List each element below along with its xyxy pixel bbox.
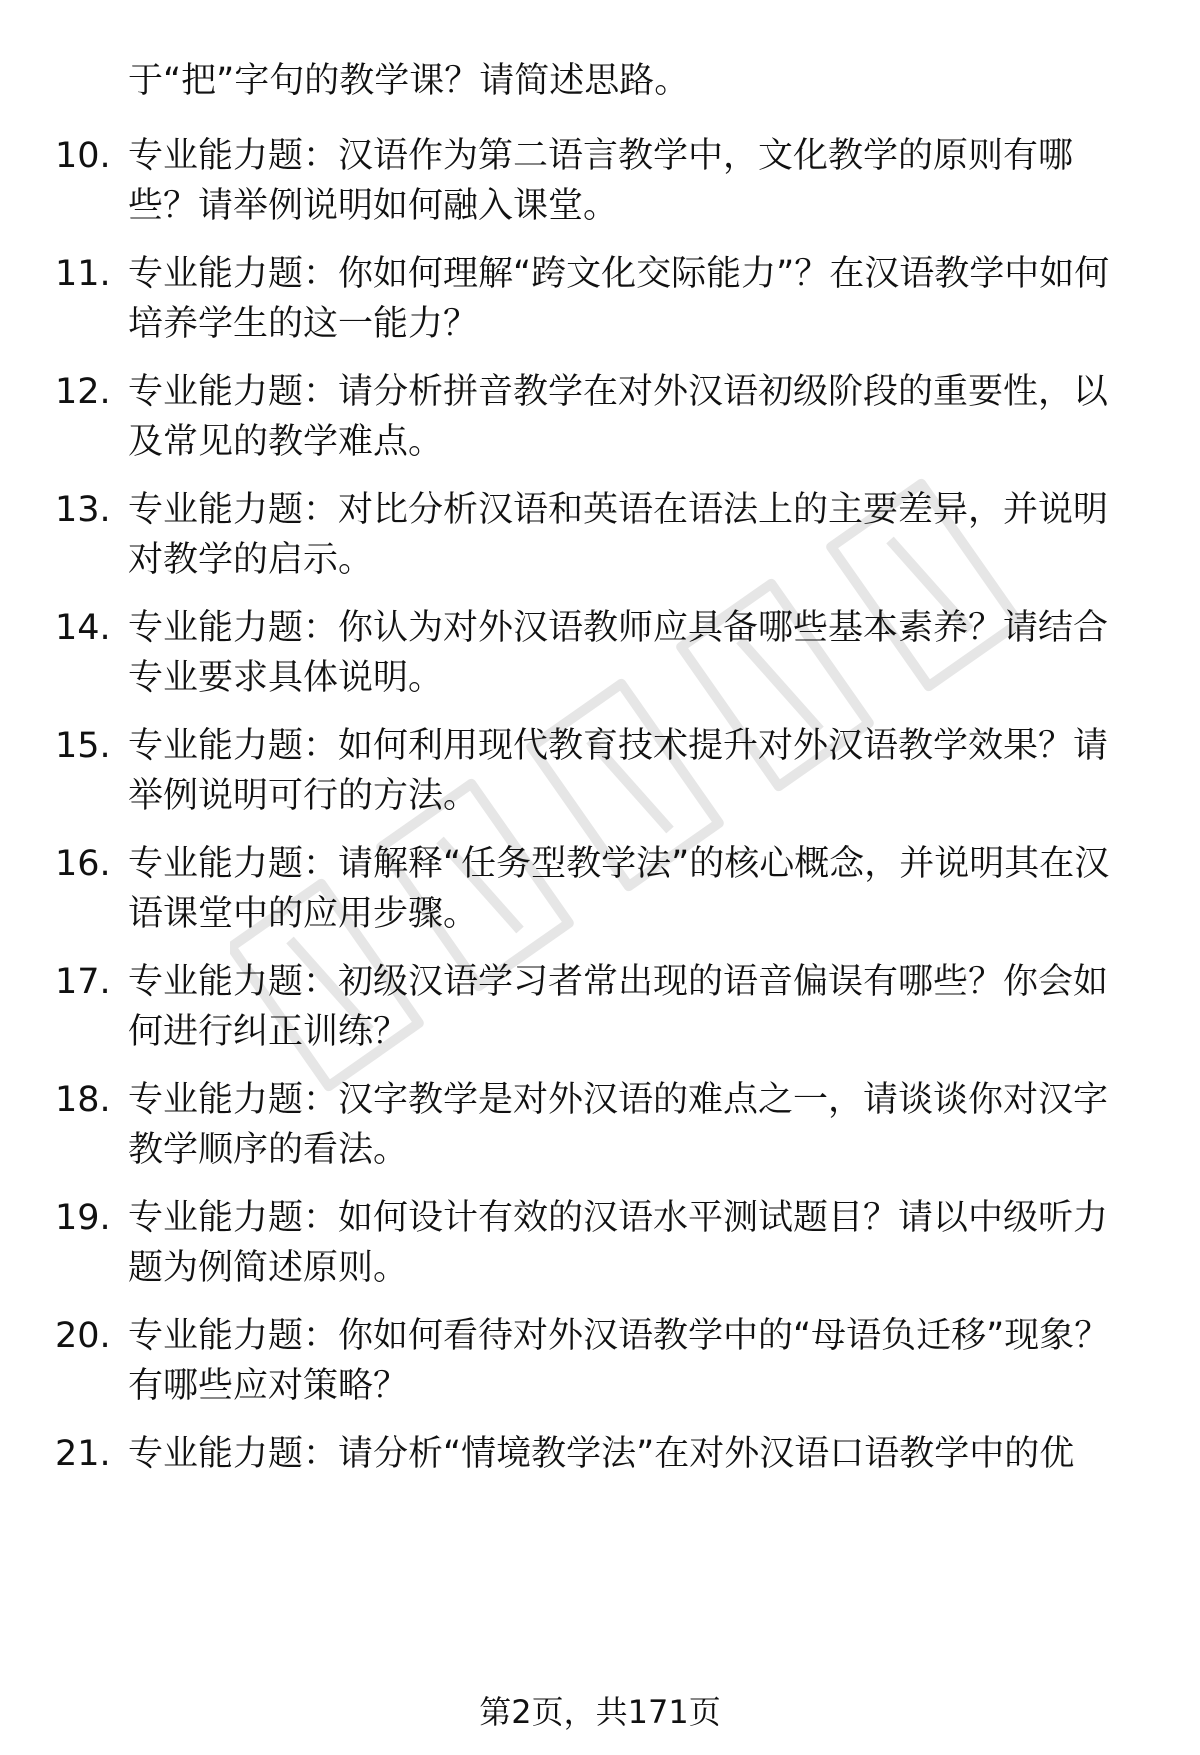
list-item	[0, 485, 1200, 589]
list-item	[0, 721, 1200, 825]
question-text: 专业能力题：对比分析汉语和英语在语法上的主要差异，并说明对教学的启示。	[128, 490, 1109, 580]
list-item	[0, 1193, 1200, 1297]
list-item	[0, 603, 1200, 707]
question-number: 11.	[55, 254, 111, 294]
question-number: 12.	[55, 372, 111, 412]
question-text: 专业能力题：请分析拼音教学在对外汉语初级阶段的重要性，以及常见的教学难点。	[128, 372, 1109, 462]
list-item	[0, 1429, 1200, 1533]
question-text: 专业能力题：请分析“情境教学法”在对外汉语口语教学中的优	[128, 1434, 1075, 1474]
question-number: 17.	[55, 962, 111, 1002]
question-text: 专业能力题：你认为对外汉语教师应具备哪些基本素养？请结合专业要求具体说明。	[128, 608, 1109, 698]
question-text: 专业能力题：汉语作为第二语言教学中，文化教学的原则有哪些？请举例说明如何融入课堂。	[128, 136, 1074, 226]
question-text: 专业能力题：如何设计有效的汉语水平测试题目？请以中级听力题为例简述原则。	[128, 1198, 1109, 1288]
question-text: 专业能力题：你如何理解“跨文化交际能力”？在汉语教学中如何培养学生的这一能力？	[128, 254, 1110, 344]
list-item	[0, 1311, 1200, 1415]
page-footer: 第2页，共171页	[479, 1693, 721, 1731]
question-number: 14.	[55, 608, 111, 648]
question-number: 19.	[55, 1198, 111, 1238]
list-item	[0, 1075, 1200, 1179]
question-number: 10.	[55, 136, 111, 176]
list-item	[0, 131, 1200, 235]
question-text: 专业能力题：初级汉语学习者常出现的语音偏误有哪些？你会如何进行纠正训练？	[128, 962, 1109, 1052]
question-text: 专业能力题：如何利用现代教育技术提升对外汉语教学效果？请举例说明可行的方法。	[128, 726, 1109, 816]
question-number: 21.	[55, 1434, 111, 1474]
question-number: 20.	[55, 1316, 111, 1356]
question-text: 专业能力题：汉字教学是对外汉语的难点之一，请谈谈你对汉字教学顺序的看法。	[128, 1080, 1109, 1170]
continuation-text: 于“把”字句的教学课？请简述思路。	[128, 61, 690, 101]
question-number: 16.	[55, 844, 111, 884]
list-item	[0, 839, 1200, 943]
question-text: 专业能力题：请解释“任务型教学法”的核心概念，并说明其在汉语课堂中的应用步骤。	[128, 844, 1110, 934]
question-number: 15.	[55, 726, 111, 766]
list-item	[0, 367, 1200, 471]
list-item	[0, 249, 1200, 353]
question-text: 专业能力题：你如何看待对外汉语教学中的“母语负迁移”现象？有哪些应对策略？	[128, 1316, 1110, 1406]
question-number: 18.	[55, 1080, 111, 1120]
question-number: 13.	[55, 490, 111, 530]
list-item	[0, 957, 1200, 1061]
